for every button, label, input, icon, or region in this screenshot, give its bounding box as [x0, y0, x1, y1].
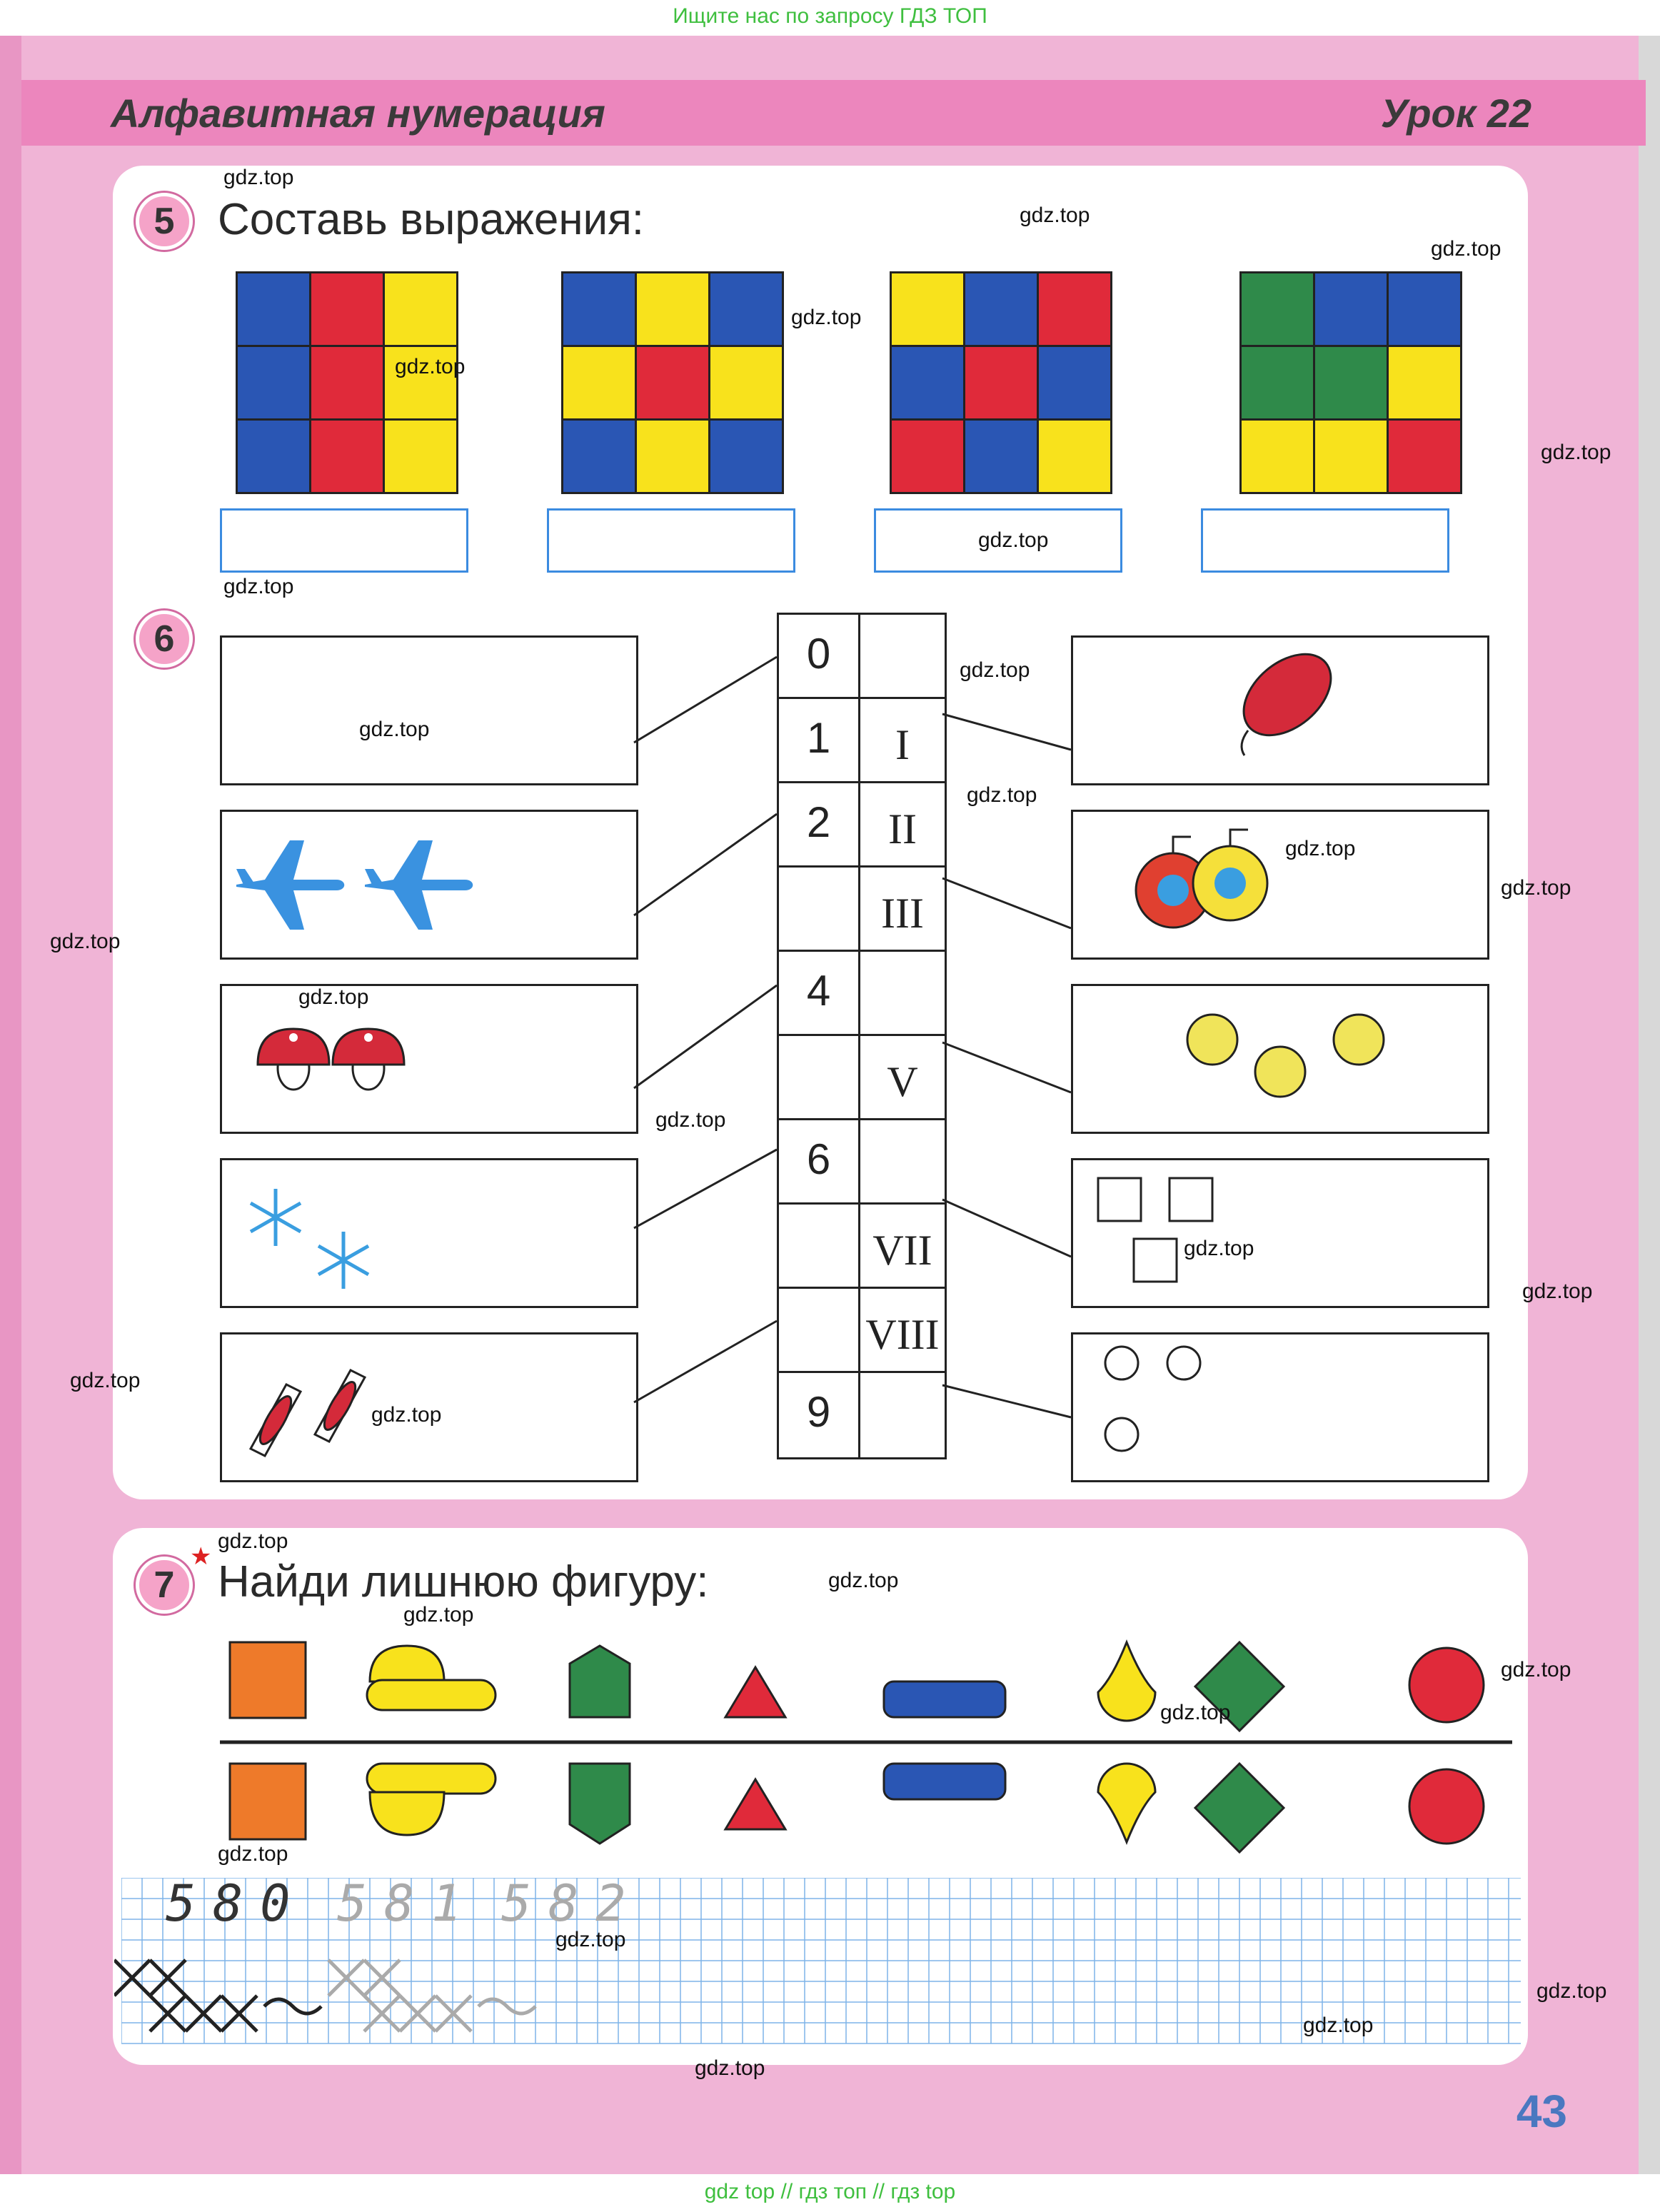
watermark-text: gdz.top	[359, 718, 430, 741]
roman-numeral-cell[interactable]: VIII	[865, 1311, 940, 1358]
roman-numeral-cell[interactable]: VII	[872, 1227, 932, 1274]
watermark-text: gdz.top	[1522, 1280, 1593, 1303]
arabic-number-cell[interactable]: 0	[779, 615, 860, 699]
watermark-text: gdz.top	[555, 1928, 626, 1951]
lesson-label: Урок 22	[1380, 91, 1531, 136]
task5-instruction: Составь выражения:	[218, 195, 644, 244]
watermark-text: gdz.top	[371, 1403, 442, 1427]
top-banner-text[interactable]: Ищите нас по запросу ГДЗ ТОП	[673, 4, 987, 28]
watermark-text: gdz.top	[50, 930, 121, 953]
watermark-text: gdz.top	[1541, 441, 1611, 464]
roman-numeral-cell[interactable]: I	[895, 721, 910, 768]
crosses-pattern	[114, 1956, 543, 2042]
watermark-text: gdz.top	[1501, 1658, 1571, 1681]
watermark-text: gdz.top	[1536, 1979, 1607, 2003]
watermark-text: gdz.top	[1303, 2014, 1374, 2037]
watermark-text: gdz.top	[1020, 203, 1090, 227]
watermark-text: gdz.top	[791, 306, 862, 329]
page-title: Алфавитная нумерация	[111, 91, 605, 136]
watermark-text: gdz.top	[1285, 837, 1356, 860]
page-number: 43	[1516, 2086, 1567, 2137]
task-number-6: 6	[136, 610, 193, 668]
roman-numeral-cell[interactable]: III	[881, 890, 924, 937]
watermark-text: gdz.top	[218, 1529, 288, 1553]
roman-numeral-cell[interactable]: II	[888, 805, 917, 853]
watermark-text: gdz.top	[967, 783, 1037, 807]
written-number-2: 581	[337, 1874, 479, 1933]
footer-links[interactable]	[0, 2174, 1660, 2212]
watermark-text: gdz.top	[655, 1108, 726, 1132]
star-icon: ★	[190, 1543, 212, 1570]
task-number-5: 5	[136, 193, 193, 250]
task-number-7: 7	[136, 1557, 193, 1614]
arabic-number-cell[interactable]: 9	[779, 1373, 860, 1457]
watermark-text: gdz.top	[1501, 876, 1571, 900]
watermark-text: gdz.top	[960, 658, 1030, 682]
task7-instruction: Найди лишнюю фигуру:	[218, 1557, 709, 1607]
watermark-text: gdz.top	[1431, 237, 1501, 261]
watermark-text: gdz.top	[395, 355, 466, 378]
watermark-text: gdz.top	[1160, 1701, 1231, 1724]
footer-text[interactable]: gdz top // гдз топ // гдз top	[704, 2180, 956, 2203]
arabic-number-cell[interactable]: 6	[779, 1120, 860, 1205]
arabic-number-cell[interactable]: 2	[779, 783, 860, 868]
watermark-text: gdz.top	[978, 528, 1049, 552]
watermark-text: gdz.top	[695, 2056, 765, 2080]
watermark-text: gdz.top	[1184, 1237, 1254, 1260]
watermark-text: gdz.top	[223, 575, 294, 598]
watermark-text: gdz.top	[70, 1369, 141, 1392]
arabic-number-cell[interactable]: 4	[779, 952, 860, 1036]
watermark-text: gdz.top	[223, 166, 294, 189]
shapes-area	[113, 1614, 1528, 1885]
watermark-text: gdz.top	[403, 1603, 474, 1627]
watermark-text: gdz.top	[828, 1569, 899, 1592]
written-number-3: 582	[501, 1874, 643, 1933]
roman-numeral-cell[interactable]: V	[887, 1058, 918, 1105]
arabic-number-cell[interactable]: 1	[779, 699, 860, 783]
written-number-1: 580	[166, 1874, 308, 1933]
watermark-text: gdz.top	[218, 1842, 288, 1866]
watermark-text: gdz.top	[298, 985, 369, 1009]
